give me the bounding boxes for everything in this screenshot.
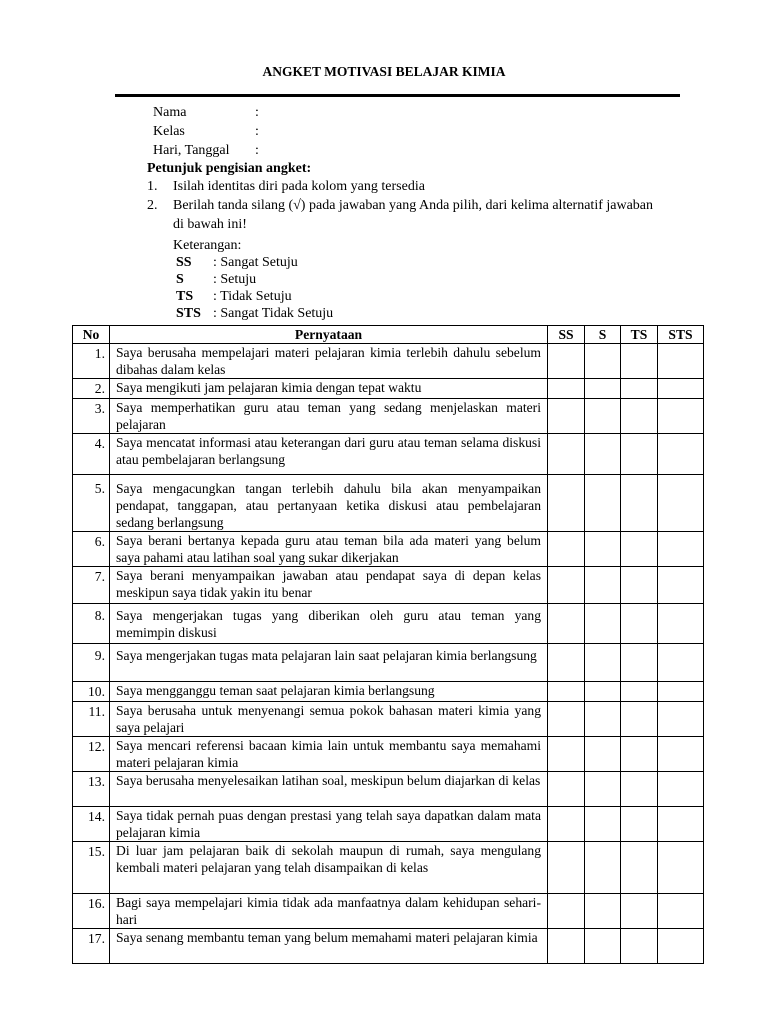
answer-s-cell[interactable] — [585, 737, 621, 772]
row-number: 2. — [73, 379, 110, 399]
answer-ts-cell[interactable] — [621, 604, 658, 644]
legend-desc: : Tidak Setuju — [213, 289, 292, 304]
answer-ss-cell[interactable] — [548, 682, 585, 702]
identity-name-label: Nama — [153, 105, 187, 120]
title-divider — [115, 94, 680, 97]
legend — [173, 237, 655, 322]
answer-ts-cell[interactable] — [621, 344, 658, 379]
answer-s-cell[interactable] — [585, 399, 621, 434]
answer-s-cell[interactable] — [585, 644, 621, 682]
answer-s-cell[interactable] — [585, 379, 621, 399]
answer-ss-cell[interactable] — [548, 644, 585, 682]
identity-class-label: Kelas — [153, 124, 185, 139]
instruction-text: Isilah identitas diri pada kolom yang tersedia — [173, 179, 425, 194]
answer-sts-cell[interactable] — [658, 399, 704, 434]
statement-text: Saya mencari referensi bacaan kimia lain untuk membantu saya memahami materi pelajaran kimia — [110, 737, 548, 772]
answer-s-cell[interactable] — [585, 682, 621, 702]
statement-text: Saya mengikuti jam pelajaran kimia dengan tepat waktu — [110, 379, 548, 399]
legend-title: Keterangan: — [173, 238, 242, 253]
table-row — [73, 567, 704, 604]
statement-text: Saya memperhatikan guru atau teman yang sedang menjelaskan materi pelajaran — [110, 399, 548, 434]
answer-sts-cell[interactable] — [658, 929, 704, 964]
answer-ss-cell[interactable] — [548, 567, 585, 604]
table-row — [73, 604, 704, 644]
statement-text: Saya mengganggu teman saat pelajaran kimia berlangsung — [110, 682, 548, 702]
answer-s-cell[interactable] — [585, 772, 621, 807]
page-title: ANGKET MOTIVASI BELAJAR KIMIA — [262, 64, 506, 79]
answer-s-cell[interactable] — [585, 702, 621, 737]
instruction-number: 1. — [147, 179, 158, 194]
table-row — [73, 434, 704, 475]
answer-sts-cell[interactable] — [658, 842, 704, 894]
row-number: 13. — [73, 772, 110, 807]
table-row — [73, 379, 704, 399]
identity-name-row — [153, 103, 259, 122]
legend-row — [173, 271, 655, 288]
row-number: 7. — [73, 567, 110, 604]
answer-s-cell[interactable] — [585, 604, 621, 644]
statement-text: Saya tidak pernah puas dengan prestasi yang telah saya dapatkan dalam mata pelajaran kimia — [110, 807, 548, 842]
table-row — [73, 682, 704, 702]
identity-name-sep: : — [255, 105, 259, 120]
row-number: 12. — [73, 737, 110, 772]
answer-ss-cell[interactable] — [548, 894, 585, 929]
answer-ts-cell[interactable] — [621, 399, 658, 434]
answer-sts-cell[interactable] — [658, 344, 704, 379]
answer-ss-cell[interactable] — [548, 702, 585, 737]
statement-text: Saya mengerjakan tugas yang diberikan oleh guru atau teman yang memimpin diskusi — [110, 604, 548, 644]
statement-text: Saya berani menyampaikan jawaban atau pendapat saya di depan kelas meskipun saya tidak yakin itu benar — [110, 567, 548, 604]
row-number: 9. — [73, 644, 110, 682]
answer-ts-cell[interactable] — [621, 702, 658, 737]
answer-sts-cell[interactable] — [658, 644, 704, 682]
answer-s-cell[interactable] — [585, 475, 621, 532]
statement-text: Saya berusaha mempelajari materi pelajaran kimia terlebih dahulu sebelum dibahas dalam kelas — [110, 344, 548, 379]
statement-text: Saya mengerjakan tugas mata pelajaran lain saat pelajaran kimia berlangsung — [110, 644, 548, 682]
header-s: S — [585, 326, 621, 344]
identity-date-label: Hari, Tanggal — [153, 143, 230, 158]
statement-text: Saya mengacungkan tangan terlebih dahulu bila akan menyampaikan pendapat, tanggapan, atau pertanyaan ketika diskusi atau pembelajaran sedang berlangsung — [110, 475, 548, 532]
header-ts: TS — [621, 326, 658, 344]
row-number: 10. — [73, 682, 110, 702]
row-number: 15. — [73, 842, 110, 894]
table-row — [73, 702, 704, 737]
answer-ss-cell[interactable] — [548, 532, 585, 567]
legend-desc: : Sangat Setuju — [213, 255, 298, 270]
answer-s-cell[interactable] — [585, 929, 621, 964]
table-row — [73, 842, 704, 894]
answer-s-cell[interactable] — [585, 567, 621, 604]
row-number: 6. — [73, 532, 110, 567]
answer-s-cell[interactable] — [585, 434, 621, 475]
identity-date-row — [153, 141, 259, 160]
instruction-item — [147, 178, 655, 196]
answer-ts-cell[interactable] — [621, 644, 658, 682]
answer-ts-cell[interactable] — [621, 894, 658, 929]
answer-sts-cell[interactable] — [658, 702, 704, 737]
statement-text: Saya senang membantu teman yang belum memahami materi pelajaran kimia — [110, 929, 548, 964]
row-number: 16. — [73, 894, 110, 929]
answer-sts-cell[interactable] — [658, 682, 704, 702]
statement-text: Saya berusaha menyelesaikan latihan soal, meskipun belum diajarkan di kelas — [110, 772, 548, 807]
identity-class-sep: : — [255, 124, 259, 139]
answer-ts-cell[interactable] — [621, 567, 658, 604]
answer-sts-cell[interactable] — [658, 772, 704, 807]
answer-sts-cell[interactable] — [658, 737, 704, 772]
answer-ss-cell[interactable] — [548, 399, 585, 434]
legend-abbr: STS — [176, 306, 201, 321]
answer-ts-cell[interactable] — [621, 475, 658, 532]
legend-row — [173, 254, 655, 271]
answer-sts-cell[interactable] — [658, 434, 704, 475]
table-row — [73, 772, 704, 807]
legend-row — [173, 305, 655, 322]
table-row — [73, 737, 704, 772]
answer-ts-cell[interactable] — [621, 929, 658, 964]
header-statement: Pernyataan — [110, 326, 548, 344]
answer-ts-cell[interactable] — [621, 532, 658, 567]
row-number: 3. — [73, 399, 110, 434]
table-row — [73, 399, 704, 434]
table-row — [73, 532, 704, 567]
answer-ts-cell[interactable] — [621, 379, 658, 399]
answer-ts-cell[interactable] — [621, 842, 658, 894]
row-number: 11. — [73, 702, 110, 737]
statement-text: Saya mencatat informasi atau keterangan dari guru atau teman selama diskusi atau pembelajaran berlangsung — [110, 434, 548, 475]
answer-ts-cell[interactable] — [621, 807, 658, 842]
legend-desc: : Setuju — [213, 272, 257, 287]
table-row — [73, 644, 704, 682]
answer-ss-cell[interactable] — [548, 344, 585, 379]
answer-s-cell[interactable] — [585, 344, 621, 379]
instruction-text: Berilah tanda silang (√) pada jawaban yang Anda pilih, dari kelima alternatif jawaban di bawah ini! — [173, 198, 654, 232]
answer-ss-cell[interactable] — [548, 807, 585, 842]
legend-abbr: SS — [176, 255, 192, 270]
answer-ss-cell[interactable] — [548, 842, 585, 894]
answer-ts-cell[interactable] — [621, 772, 658, 807]
questionnaire-table — [72, 325, 704, 964]
row-number: 17. — [73, 929, 110, 964]
table-row — [73, 807, 704, 842]
answer-ss-cell[interactable] — [548, 434, 585, 475]
answer-sts-cell[interactable] — [658, 379, 704, 399]
answer-ts-cell[interactable] — [621, 737, 658, 772]
row-number: 8. — [73, 604, 110, 644]
statement-text: Bagi saya mempelajari kimia tidak ada manfaatnya dalam kehidupan sehari-hari — [110, 894, 548, 929]
answer-s-cell[interactable] — [585, 807, 621, 842]
answer-ss-cell[interactable] — [548, 929, 585, 964]
instruction-number: 2. — [147, 198, 158, 213]
answer-ss-cell[interactable] — [548, 604, 585, 644]
answer-sts-cell[interactable] — [658, 894, 704, 929]
instructions — [147, 160, 655, 322]
instructions-heading: Petunjuk pengisian angket: — [147, 161, 312, 176]
legend-row — [173, 288, 655, 305]
answer-ss-cell[interactable] — [548, 772, 585, 807]
header-sts: STS — [658, 326, 704, 344]
instruction-item — [147, 196, 655, 234]
table-row — [73, 894, 704, 929]
answer-s-cell[interactable] — [585, 894, 621, 929]
row-number: 1. — [73, 344, 110, 379]
identity-date-sep: : — [255, 143, 259, 158]
answer-sts-cell[interactable] — [658, 567, 704, 604]
legend-abbr: S — [176, 272, 184, 287]
table-row — [73, 929, 704, 964]
statement-text: Saya berani bertanya kepada guru atau teman bila ada materi yang belum saya pahami atau latihan soal yang sukar dikerjakan — [110, 532, 548, 567]
answer-ss-cell[interactable] — [548, 475, 585, 532]
answer-ss-cell[interactable] — [548, 379, 585, 399]
answer-s-cell[interactable] — [585, 532, 621, 567]
answer-s-cell[interactable] — [585, 842, 621, 894]
legend-abbr: TS — [176, 289, 194, 304]
row-number: 4. — [73, 434, 110, 475]
header-no: No — [73, 326, 110, 344]
answer-ts-cell[interactable] — [621, 682, 658, 702]
row-number: 5. — [73, 475, 110, 532]
statement-text: Di luar jam pelajaran baik di sekolah maupun di rumah, saya mengulang kembali materi pelajaran yang telah disampaikan di kelas — [110, 842, 548, 894]
answer-sts-cell[interactable] — [658, 532, 704, 567]
header-ss: SS — [548, 326, 585, 344]
statement-text: Saya berusaha untuk menyenangi semua pokok bahasan materi kimia yang saya pelajari — [110, 702, 548, 737]
answer-ss-cell[interactable] — [548, 737, 585, 772]
answer-sts-cell[interactable] — [658, 475, 704, 532]
identity-class-row — [153, 122, 259, 141]
table-row — [73, 475, 704, 532]
table-row — [73, 344, 704, 379]
legend-desc: : Sangat Tidak Setuju — [213, 306, 334, 321]
table-header-row — [73, 326, 704, 344]
answer-sts-cell[interactable] — [658, 807, 704, 842]
answer-ts-cell[interactable] — [621, 434, 658, 475]
answer-sts-cell[interactable] — [658, 604, 704, 644]
row-number: 14. — [73, 807, 110, 842]
